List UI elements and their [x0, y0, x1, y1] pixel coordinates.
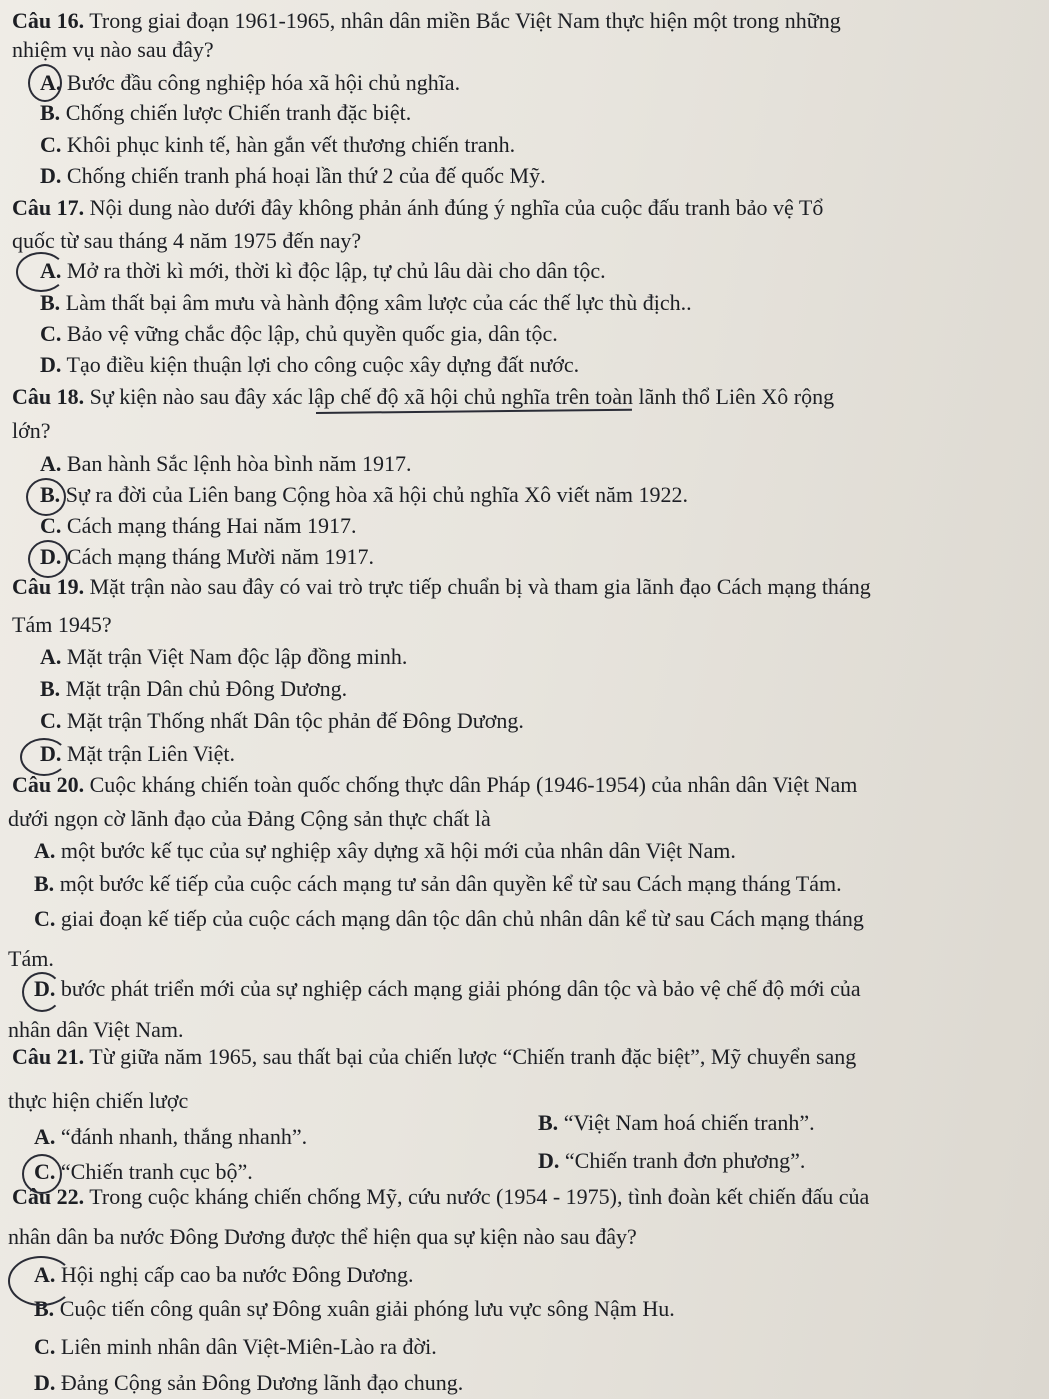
- q20-option-d-cont: nhân dân Việt Nam.: [8, 1017, 184, 1042]
- option-letter: D.: [40, 163, 62, 188]
- option-letter: C.: [40, 321, 62, 346]
- question-21-stem: [12, 1044, 856, 1070]
- q18-option-d[interactable]: [40, 544, 374, 570]
- option-text: Chống chiến tranh phá hoại lần thứ 2 của đế quốc Mỹ.: [66, 163, 546, 188]
- option-text: giai đoạn kế tiếp của cuộc cách mạng dân tộc dân chủ nhân dân kể từ sau Cách mạng tháng: [60, 906, 864, 931]
- option-letter: A.: [34, 1262, 56, 1287]
- option-text: Mở ra thời kì mới, thời kì độc lập, tự chủ lâu dài cho dân tộc.: [66, 258, 606, 283]
- option-letter: D.: [40, 741, 62, 766]
- option-letter: C.: [34, 1159, 56, 1184]
- q19-option-a[interactable]: [40, 644, 407, 670]
- option-letter: D.: [34, 976, 56, 1001]
- q21-option-c[interactable]: [34, 1159, 253, 1185]
- q18-option-b[interactable]: [40, 482, 688, 508]
- question-20-stem: [12, 772, 857, 798]
- option-letter: C.: [34, 906, 56, 931]
- q19-option-d[interactable]: [40, 741, 235, 767]
- option-text: Mặt trận Liên Việt.: [66, 741, 236, 766]
- question-17-stem-cont: quốc từ sau tháng 4 năm 1975 đến nay?: [12, 228, 362, 253]
- question-label: Câu 19.: [12, 574, 85, 599]
- option-letter: D.: [40, 544, 62, 569]
- option-text: Liên minh nhân dân Việt-Miên-Lào ra đời.: [60, 1334, 437, 1359]
- question-label: Câu 17.: [12, 195, 85, 220]
- option-letter: D.: [34, 1370, 56, 1395]
- option-text: Cách mạng tháng Mười năm 1917.: [66, 544, 374, 569]
- q20-option-c[interactable]: [34, 906, 864, 932]
- q16-option-a[interactable]: [40, 70, 460, 96]
- option-text: Khôi phục kinh tế, hàn gắn vết thương chiến tranh.: [66, 132, 516, 157]
- question-text: Cuộc kháng chiến toàn quốc chống thực dân Pháp (1946-1954) của nhân dân Việt Nam: [89, 772, 858, 797]
- q22-option-b[interactable]: [34, 1296, 675, 1322]
- q21-option-b[interactable]: [538, 1110, 815, 1136]
- question-19-stem: [12, 574, 871, 600]
- q21-option-d[interactable]: [538, 1148, 805, 1174]
- question-17-stem: [12, 195, 823, 221]
- option-text: Làm thất bại âm mưu và hành động xâm lược của các thế lực thù địch..: [65, 290, 692, 315]
- option-text: Bước đầu công nghiệp hóa xã hội chủ nghĩa.: [66, 70, 461, 95]
- option-letter: A.: [34, 838, 56, 863]
- question-label: Câu 22.: [12, 1184, 85, 1209]
- option-letter: C.: [34, 1334, 56, 1359]
- option-letter: C.: [40, 132, 62, 157]
- option-text: “đánh nhanh, thắng nhanh”.: [60, 1124, 308, 1149]
- option-text: Mặt trận Việt Nam độc lập đồng minh.: [66, 644, 408, 669]
- q22-option-a[interactable]: [34, 1262, 413, 1288]
- q17-option-b[interactable]: [40, 290, 692, 316]
- option-text: Chống chiến lược Chiến tranh đặc biệt.: [65, 100, 412, 125]
- question-16-stem: [12, 8, 841, 34]
- option-text: một bước kế tục của sự nghiệp xây dựng xã hội mới của nhân dân Việt Nam.: [60, 838, 736, 863]
- option-text: Tạo điều kiện thuận lợi cho công cuộc xây dựng đất nước.: [66, 352, 580, 377]
- q16-option-c[interactable]: [40, 132, 515, 158]
- option-letter: B.: [40, 290, 61, 315]
- question-text: Trong cuộc kháng chiến chống Mỹ, cứu nước (1954 - 1975), tình đoàn kết chiến đấu của: [89, 1184, 870, 1209]
- question-label: Câu 21.: [12, 1044, 85, 1069]
- option-text: Cách mạng tháng Hai năm 1917.: [66, 513, 357, 538]
- option-letter: B.: [34, 871, 55, 896]
- option-text: Sự ra đời của Liên bang Cộng hòa xã hội chủ nghĩa Xô viết năm 1922.: [65, 482, 689, 507]
- option-letter: D.: [40, 352, 62, 377]
- option-text: Mặt trận Dân chủ Đông Dương.: [65, 676, 348, 701]
- question-label: Câu 18.: [12, 384, 85, 409]
- question-text: Nội dung nào dưới đây không phản ánh đúng ý nghĩa của cuộc đấu tranh bảo vệ Tổ: [89, 195, 824, 220]
- option-letter: B.: [40, 676, 61, 701]
- question-21-stem-cont: thực hiện chiến lược: [8, 1088, 189, 1113]
- option-text: một bước kế tiếp của cuộc cách mạng tư sản dân quyền kể từ sau Cách mạng tháng Tám.: [59, 871, 842, 896]
- option-text: Mặt trận Thống nhất Dân tộc phản đế Đông Dương.: [66, 708, 524, 733]
- option-letter: B.: [538, 1110, 559, 1135]
- q19-option-b[interactable]: [40, 676, 347, 702]
- q19-option-c[interactable]: [40, 708, 524, 734]
- option-text: bước phát triển mới của sự nghiệp cách mạng giải phóng dân tộc và bảo vệ chế độ mới của: [60, 976, 861, 1001]
- q22-option-d[interactable]: [34, 1370, 463, 1396]
- question-text: Từ giữa năm 1965, sau thất bại của chiến lược “Chiến tranh đặc biệt”, Mỹ chuyển sang: [89, 1044, 857, 1069]
- q20-option-b[interactable]: [34, 871, 842, 897]
- option-letter: B.: [40, 482, 61, 507]
- q16-option-d[interactable]: [40, 163, 546, 189]
- q18-option-a[interactable]: [40, 451, 412, 477]
- question-text: Trong giai đoạn 1961-1965, nhân dân miền Bắc Việt Nam thực hiện một trong những: [89, 8, 841, 33]
- question-22-stem: [12, 1184, 869, 1210]
- question-16-stem-cont: nhiệm vụ nào sau đây?: [12, 37, 214, 62]
- option-letter: A.: [40, 258, 62, 283]
- question-18-stem: [12, 384, 834, 410]
- question-22-stem-cont: nhân dân ba nước Đông Dương được thể hiện qua sự kiện nào sau đây?: [8, 1224, 637, 1249]
- question-label: Câu 20.: [12, 772, 85, 797]
- option-text: Ban hành Sắc lệnh hòa bình năm 1917.: [66, 451, 412, 476]
- q18-option-c[interactable]: [40, 513, 357, 539]
- q20-option-a[interactable]: [34, 838, 736, 864]
- q22-option-c[interactable]: [34, 1334, 437, 1360]
- q20-option-d[interactable]: [34, 976, 861, 1002]
- option-letter: A.: [34, 1124, 56, 1149]
- option-letter: B.: [40, 100, 61, 125]
- q16-option-b[interactable]: [40, 100, 411, 126]
- q17-option-a[interactable]: [40, 258, 606, 284]
- option-letter: A.: [40, 644, 62, 669]
- option-text: Cuộc tiến công quân sự Đông xuân giải phóng lưu vực sông Nậm Hu.: [59, 1296, 675, 1321]
- question-text: Sự kiện nào sau đây xác lập chế độ xã hội chủ nghĩa trên toàn lãnh thổ Liên Xô rộng: [89, 384, 835, 409]
- option-text: “Chiến tranh đơn phương”.: [564, 1148, 806, 1173]
- option-letter: D.: [538, 1148, 560, 1173]
- question-text: Mặt trận nào sau đây có vai trò trực tiếp chuẩn bị và tham gia lãnh đạo Cách mạng tháng: [89, 574, 871, 599]
- option-text: Hội nghị cấp cao ba nước Đông Dương.: [60, 1262, 414, 1287]
- question-20-stem-cont: dưới ngọn cờ lãnh đạo của Đảng Cộng sản thực chất là: [8, 806, 491, 831]
- question-19-stem-cont: Tám 1945?: [12, 612, 112, 637]
- option-text: Đảng Cộng sản Đông Dương lãnh đạo chung.: [60, 1370, 464, 1395]
- option-letter: A.: [40, 451, 62, 476]
- q17-option-c[interactable]: [40, 321, 558, 347]
- option-letter: A.: [40, 70, 62, 95]
- question-label: Câu 16.: [12, 8, 85, 33]
- option-text: “Chiến tranh cục bộ”.: [60, 1159, 253, 1184]
- option-text: “Việt Nam hoá chiến tranh”.: [563, 1110, 815, 1135]
- option-letter: C.: [40, 708, 62, 733]
- option-text: Bảo vệ vững chắc độc lập, chủ quyền quốc gia, dân tộc.: [66, 321, 558, 346]
- q21-option-a[interactable]: [34, 1124, 307, 1150]
- option-letter: C.: [40, 513, 62, 538]
- question-18-stem-cont: lớn?: [12, 418, 51, 443]
- q17-option-d[interactable]: [40, 352, 579, 378]
- option-letter: B.: [34, 1296, 55, 1321]
- q20-option-c-cont: Tám.: [8, 946, 54, 971]
